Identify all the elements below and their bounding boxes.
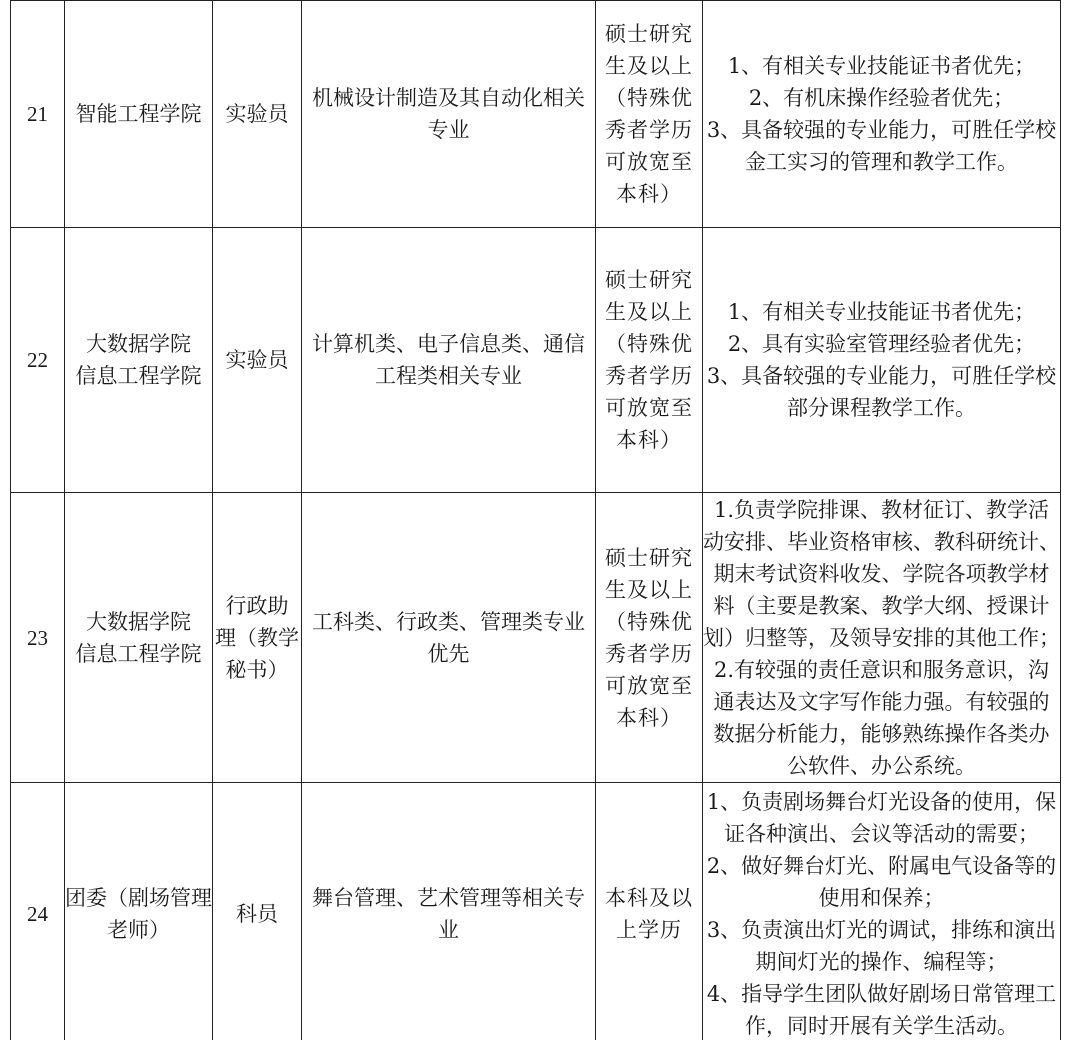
cell-requirements-line: 1、有相关专业技能证书者优先； [727,54,1036,78]
cell-major-line: 专业 [427,118,470,142]
cell-requirements [703,228,1061,493]
cell-requirements-line: 1.负责学院排课、教材征订、教学活 [713,497,1050,522]
cell-requirements-line: 1、有相关专业技能证书者优先； [727,300,1036,324]
cell-requirements [703,783,1061,1040]
cell-requirements-line: 1、负责剧场舞台灯光设备的使用，保 [706,789,1057,814]
table-row [11,228,1061,493]
cell-education-line: 生及以上 [605,577,693,602]
cell-department [65,493,213,783]
cell-department-line: 团委（剧场管理 [65,885,212,910]
cell-department-line: 信息工程学院 [75,364,202,388]
cell-requirements-line: 使用和保养； [818,885,945,910]
cell-position [213,493,302,783]
cell-requirements-line: 作，同时开展有关学生活动。 [745,1013,1018,1038]
cell-requirements-line: 3、具备较强的专业能力，可胜任学校 [706,364,1057,388]
cell-education-line: 可放宽至 [605,150,693,174]
cell-major-line: 工科类、行政类、管理类专业 [312,609,585,634]
cell-requirements-line: 证各种演出、会议等活动的需要； [724,821,1039,846]
cell-education-line: 本科） [616,705,682,730]
cell-number: 23 [11,493,65,783]
table-row [11,783,1061,1040]
cell-position [213,1,302,228]
cell-position-line: 实验员 [225,102,289,126]
cell-number: 22 [11,228,65,493]
cell-position [213,783,302,1040]
cell-position-line: 理（教学 [215,625,299,650]
cell-position-line: 秘书） [225,657,289,682]
cell-department-line: 信息工程学院 [75,641,202,666]
cell-requirements-line: 期末考试资料收发、学院各项教学材 [713,561,1050,586]
cell-requirements-line: 数据分析能力，能够熟练操作各类办 [713,721,1050,746]
cell-requirements [703,1,1061,228]
cell-number: 21 [11,1,65,228]
cell-major-line: 计算机类、电子信息类、通信 [312,332,585,356]
cell-requirements-line: 3、具备较强的专业能力，可胜任学校 [706,118,1057,142]
cell-requirements-line: 4、指导学生团队做好剧场日常管理工 [706,981,1057,1006]
cell-requirements-line: 2、有机床操作经验者优先； [748,86,1015,110]
cell-major-line: 业 [438,917,459,942]
recruitment-table [10,0,1061,1040]
table-row [11,1,1061,228]
cell-requirements-line: 期间灯光的操作、编程等； [755,949,1008,974]
cell-requirements-line: 料（主要是教案、教学大纲、授课计 [713,593,1050,618]
cell-major [302,493,596,783]
cell-requirements-line: 动安排、毕业资格审核、教科研统计、 [703,529,1060,554]
cell-major [302,783,596,1040]
cell-position [213,228,302,493]
cell-major-line: 优先 [427,641,470,666]
cell-education [596,493,703,783]
cell-requirements-line: 2、做好舞台灯光、附属电气设备等的 [706,853,1057,878]
cell-education-line: 硕士研究 [605,268,693,292]
cell-education-line: （特殊优 [605,609,693,634]
cell-number: 24 [11,783,65,1040]
cell-education-line: （特殊优 [605,332,693,356]
cell-major [302,228,596,493]
cell-department-line: 智能工程学院 [75,102,202,126]
cell-department [65,1,213,228]
table-body [11,1,1061,1040]
cell-requirements-line: 金工实习的管理和教学工作。 [745,150,1018,174]
cell-department-line: 大数据学院 [86,609,191,634]
cell-education [596,1,703,228]
cell-requirements-line: 划）归整等，及领导安排的其他工作； [703,625,1060,650]
table-row [11,493,1061,783]
cell-education [596,783,703,1040]
cell-requirements-line: 通表达及文字写作能力强。有较强的 [713,689,1050,714]
cell-education-line: 生及以上 [605,300,693,324]
cell-position-line: 行政助 [225,593,289,618]
cell-major-line: 工程类相关专业 [375,364,522,388]
cell-department [65,783,213,1040]
cell-education-line: 硕士研究 [605,22,693,46]
cell-major-line: 机械设计制造及其自动化相关 [312,86,585,110]
cell-education-line: 可放宽至 [605,396,693,420]
cell-education-line: （特殊优 [605,86,693,110]
cell-education [596,228,703,493]
cell-education-line: 秀者学历 [605,641,693,666]
cell-education-line: 本科及以 [605,885,693,910]
cell-education-line: 硕士研究 [605,545,693,570]
cell-department-line: 大数据学院 [86,332,191,356]
cell-requirements-line: 2.有较强的责任意识和服务意识，沟 [713,657,1050,682]
cell-education-line: 本科） [616,428,682,452]
cell-education-line: 可放宽至 [605,673,693,698]
cell-position-line: 实验员 [225,348,289,372]
cell-requirements [703,493,1061,783]
cell-position-line: 科员 [236,901,278,926]
cell-requirements-line: 公软件、办公系统。 [787,753,976,778]
cell-education-line: 本科） [616,182,682,206]
cell-education-line: 秀者学历 [605,118,693,142]
cell-requirements-line: 3、负责演出灯光的调试，排练和演出 [706,917,1057,942]
cell-requirements-line: 部分课程教学工作。 [787,396,976,420]
cell-education-line: 上学历 [616,917,682,942]
cell-department-line: 老师） [107,917,170,942]
cell-education-line: 生及以上 [605,54,693,78]
cell-education-line: 秀者学历 [605,364,693,388]
cell-requirements-line: 2、具有实验室管理经验者优先； [727,332,1036,356]
cell-department [65,228,213,493]
cell-major [302,1,596,228]
cell-major-line: 舞台管理、艺术管理等相关专 [312,885,585,910]
